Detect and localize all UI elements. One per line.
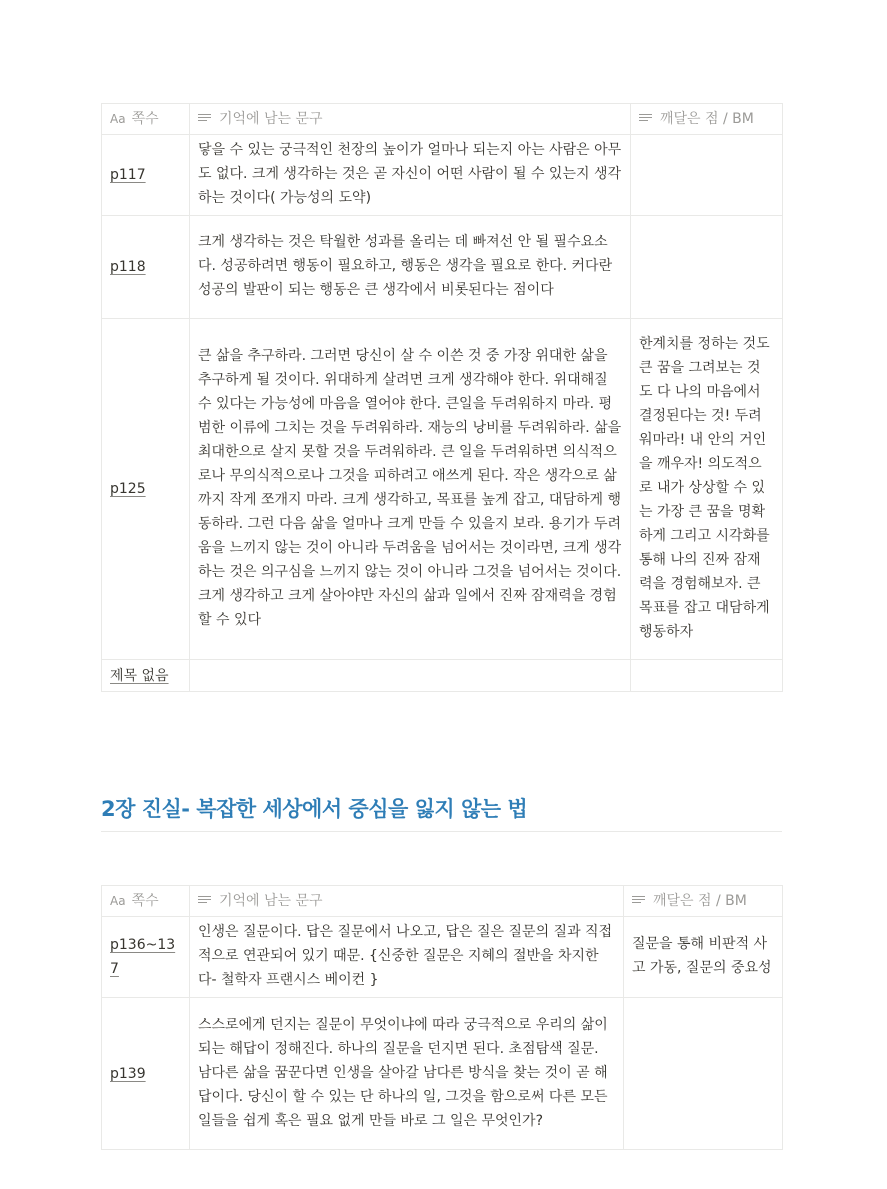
column-header-insight[interactable] [624,886,783,917]
title-property-icon: Aa [110,112,126,126]
table-row [102,319,783,660]
table-header-row [102,104,783,135]
page-link[interactable]: p117 [110,167,146,183]
table-row [102,917,783,998]
quote-cell[interactable]: 크게 생각하는 것은 탁월한 성과를 올리는 데 빠져선 안 될 필수요소다. 성공하려면 행동이 필요하고, 행동은 생각을 필요로 한다. 커다란 성공의 발판이 되는 행동은 큰 생각에서 비롯된다는 점이다 [190,216,631,319]
quote-cell[interactable] [190,660,631,692]
page-link[interactable]: p125 [110,481,146,497]
insight-cell[interactable] [631,216,783,319]
insight-cell[interactable]: 질문을 통해 비판적 사고 가동, 질문의 중요성 [624,917,783,998]
page-link[interactable]: p118 [110,259,146,275]
reading-notes-table-2 [101,885,783,1150]
column-header-label: 쪽수 [131,111,159,127]
quote-cell[interactable]: 큰 삶을 추구하라. 그러면 당신이 살 수 이쓴 것 중 가장 위대한 삶을 추구하게 될 것이다. 위대하게 살려면 크게 생각해야 한다. 위대해질 수 있다는 가능성에 마음을 열어야 한다. 큰일을 두려워하지 마라. 평범한 이류에 그치는 것을 두려워하라. 재능의 낭비를 두려워하라. 삶을 최대한으로 살지 못할 것을 두려워하라. 큰 일을 두려워하면 의식적으로나 무의식적으로나 그것을 피하려고 애쓰게 된다. 작은 생각으로 삶까지 작게 쪼개지 마라. 크게 생각하고, 목표를 높게 잡고, 대담하게 행동하라. 그런 다음 삶을 얼마나 크게 만들 수 있을지 보라. 용기가 두려움을 느끼지 않는 것이 아니라 두려움을 넘어서는 것이라면, 크게 생각하는 것은 의구심을 느끼지 않는 것이 아니라 그것을 넘어서는 것이다. 크게 생각하고 크게 살아야만 자신의 삶과 일에서 진짜 잠재력을 경험할 수 있다 [190,319,631,660]
table-header-row [102,886,783,917]
page-cell[interactable] [102,917,190,998]
column-header-insight[interactable] [631,104,783,135]
quote-cell[interactable]: 스스로에게 던지는 질문이 무엇이냐에 따라 궁극적으로 우리의 삶이 되는 해답이 정해진다. 하나의 질문을 던지면 된다. 초점탐색 질문. 남다른 삶을 꿈꾼다면 인생을 살아갈 남다른 방식을 찾는 것이 곧 해답이다. 당신이 할 수 있는 단 하나의 일, 그것을 함으로써 다른 모든 일들을 쉽게 혹은 필요 없게 만들 바로 그 일은 무엇인가? [190,998,624,1150]
insight-cell[interactable] [631,135,783,216]
column-header-label: 기억에 남는 문구 [219,111,323,127]
column-header-label: 쪽수 [131,893,159,909]
text-property-icon [198,896,211,906]
reading-notes-table-1 [101,103,783,692]
column-header-page[interactable] [102,104,190,135]
column-header-label: 깨달은 점 / BM [660,111,754,127]
column-header-label: 깨달은 점 / BM [653,893,747,909]
column-header-label: 기억에 남는 문구 [219,893,323,909]
page-link[interactable]: 제목 없음 [110,667,169,684]
text-property-icon [639,114,652,124]
text-property-icon [632,896,645,906]
quote-cell[interactable]: 인생은 질문이다. 답은 질문에서 나오고, 답은 질은 질문의 질과 직접적으로 연관되어 있기 때문. {신중한 질문은 지혜의 절반을 차지한다- 철학자 프랜시스 베이컨 } [190,917,624,998]
section-heading: 2장 진실- 복잡한 세상에서 중심을 잃지 않는 법 [101,793,782,832]
page-cell[interactable] [102,998,190,1150]
title-property-icon: Aa [110,894,126,908]
column-header-quote[interactable] [190,886,624,917]
quote-cell[interactable]: 닿을 수 있는 궁극적인 천장의 높이가 얼마나 되는지 아는 사람은 아무도 없다. 크게 생각하는 것은 곧 자신이 어떤 사람이 될 수 있는지 생각하는 것이다( 가능성의 도약) [190,135,631,216]
column-header-page[interactable] [102,886,190,917]
page-cell[interactable] [102,135,190,216]
insight-cell[interactable]: 한계치를 정하는 것도 큰 꿈을 그려보는 것도 다 나의 마음에서 결정된다는 것! 두려워마라! 내 안의 거인을 깨우자! 의도적으로 내가 상상할 수 있는 가장 큰 꿈을 명확하게 그리고 시각화를 통해 나의 진짜 잠재력을 경험해보자. 큰 목표를 잡고 대담하게 행동하자 [631,319,783,660]
table-row [102,660,783,692]
insight-cell[interactable] [624,998,783,1150]
page-link[interactable]: p139 [110,1065,146,1082]
page-cell[interactable] [102,660,190,692]
page-cell[interactable] [102,216,190,319]
table-row [102,216,783,319]
column-header-quote[interactable] [190,104,631,135]
page-cell[interactable] [102,319,190,660]
page-link[interactable]: p136~137 [110,937,176,977]
text-property-icon [198,114,211,124]
insight-cell[interactable] [631,660,783,692]
table-row [102,998,783,1150]
table-row [102,135,783,216]
